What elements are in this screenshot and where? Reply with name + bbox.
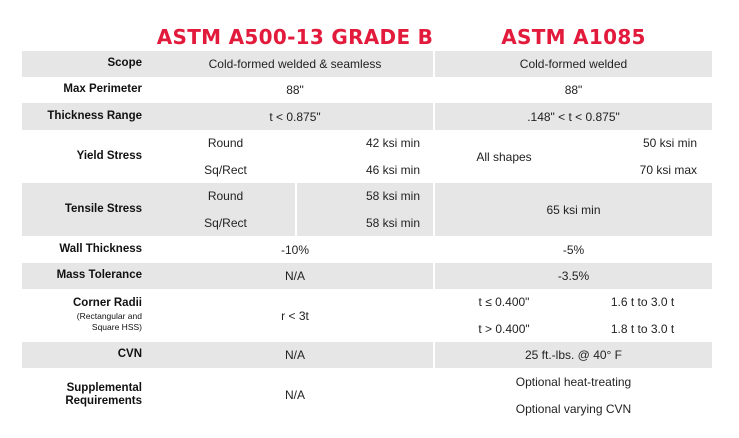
tensile-a500-shape-round: Round [155, 183, 296, 209]
corner-radii-a500: r < 3t [281, 308, 309, 323]
wall-thickness-a1085: -5% [562, 242, 585, 257]
row-label-corner-radii [22, 289, 155, 342]
supplemental-a1085-1: Optional heat-treating [515, 374, 632, 389]
tensile-a500-shape-sqrect: Sq/Rect [155, 209, 296, 236]
row-label-supplemental [22, 368, 155, 422]
corner-radii-label: Corner Radii [72, 297, 142, 310]
header-astm-a500: ASTM A500-13 GRADE B [156, 25, 434, 49]
yield-a1085-value-min: 50 ksi min [642, 136, 697, 150]
cvn-a500: N/A [155, 342, 435, 368]
tensile-a1085-value: 65 ksi min [435, 183, 712, 236]
mass-tolerance-a1085: -3.5% [435, 263, 712, 289]
row-label-wall-thickness: Wall Thickness [59, 242, 142, 255]
row-label-tensile-stress: Tensile Stress [22, 183, 155, 236]
tensile-a500-value-sqrect: 58 ksi min [296, 209, 435, 236]
scope-a1085: Cold-formed welded [435, 51, 712, 77]
yield-a500-shape-sqrect: Sq/Rect [204, 162, 247, 177]
row-label-max-perimeter: Max Perimeter [63, 83, 142, 96]
supplemental-label-1: Supplemental [66, 381, 142, 394]
column-divider-a1085-corner [572, 289, 574, 342]
supplemental-label-2: Requirements [65, 395, 142, 407]
row-label-mass-tolerance: Mass Tolerance [22, 263, 155, 289]
thickness-range-a1085: .148" < t < 0.875" [435, 103, 712, 130]
supplemental-a500: N/A [284, 388, 305, 402]
tensile-a500-value-round: 58 ksi min [296, 183, 435, 209]
corner-radii-a1085-cond-2: t > 0.400" [478, 321, 530, 336]
row-label-cvn: CVN [22, 342, 155, 368]
corner-radii-a1085-value-1: 1.6 t to 3.0 t [610, 295, 675, 309]
yield-a500-shape-round: Round [207, 136, 244, 150]
wall-thickness-a500: -10% [280, 242, 309, 257]
supplemental-a1085-2: Optional varying CVN [515, 401, 632, 416]
row-label-thickness-range: Thickness Range [22, 103, 155, 130]
corner-radii-a1085-value-2: 1.8 t to 3.0 t [610, 321, 675, 336]
yield-a500-value-sqrect: 46 ksi min [365, 162, 420, 177]
thickness-range-a500: t < 0.875" [155, 103, 435, 130]
yield-a500-value-round: 42 ksi min [365, 136, 420, 150]
column-divider-a1085-yield [572, 130, 574, 183]
max-perimeter-a1085: 88" [564, 83, 583, 97]
yield-a1085-shape: All shapes [476, 149, 532, 164]
corner-radii-sublabel-2: Square HSS) [91, 322, 142, 333]
header-astm-a1085: ASTM A1085 [501, 25, 646, 49]
yield-a1085-value-max: 70 ksi max [639, 162, 697, 177]
row-label-yield-stress: Yield Stress [76, 149, 142, 162]
scope-a500: Cold-formed welded & seamless [155, 51, 435, 77]
column-divider-standards [433, 51, 435, 422]
max-perimeter-a500: 88" [286, 83, 304, 97]
mass-tolerance-a500: N/A [155, 263, 435, 289]
corner-radii-a1085-cond-1: t ≤ 0.400" [478, 295, 530, 309]
row-label-scope: Scope [22, 51, 155, 77]
corner-radii-sublabel-1: (Rectangular and [76, 310, 142, 321]
cvn-a1085: 25 ft.-lbs. @ 40° F [435, 342, 712, 368]
column-divider-a500-subcells [295, 130, 297, 236]
